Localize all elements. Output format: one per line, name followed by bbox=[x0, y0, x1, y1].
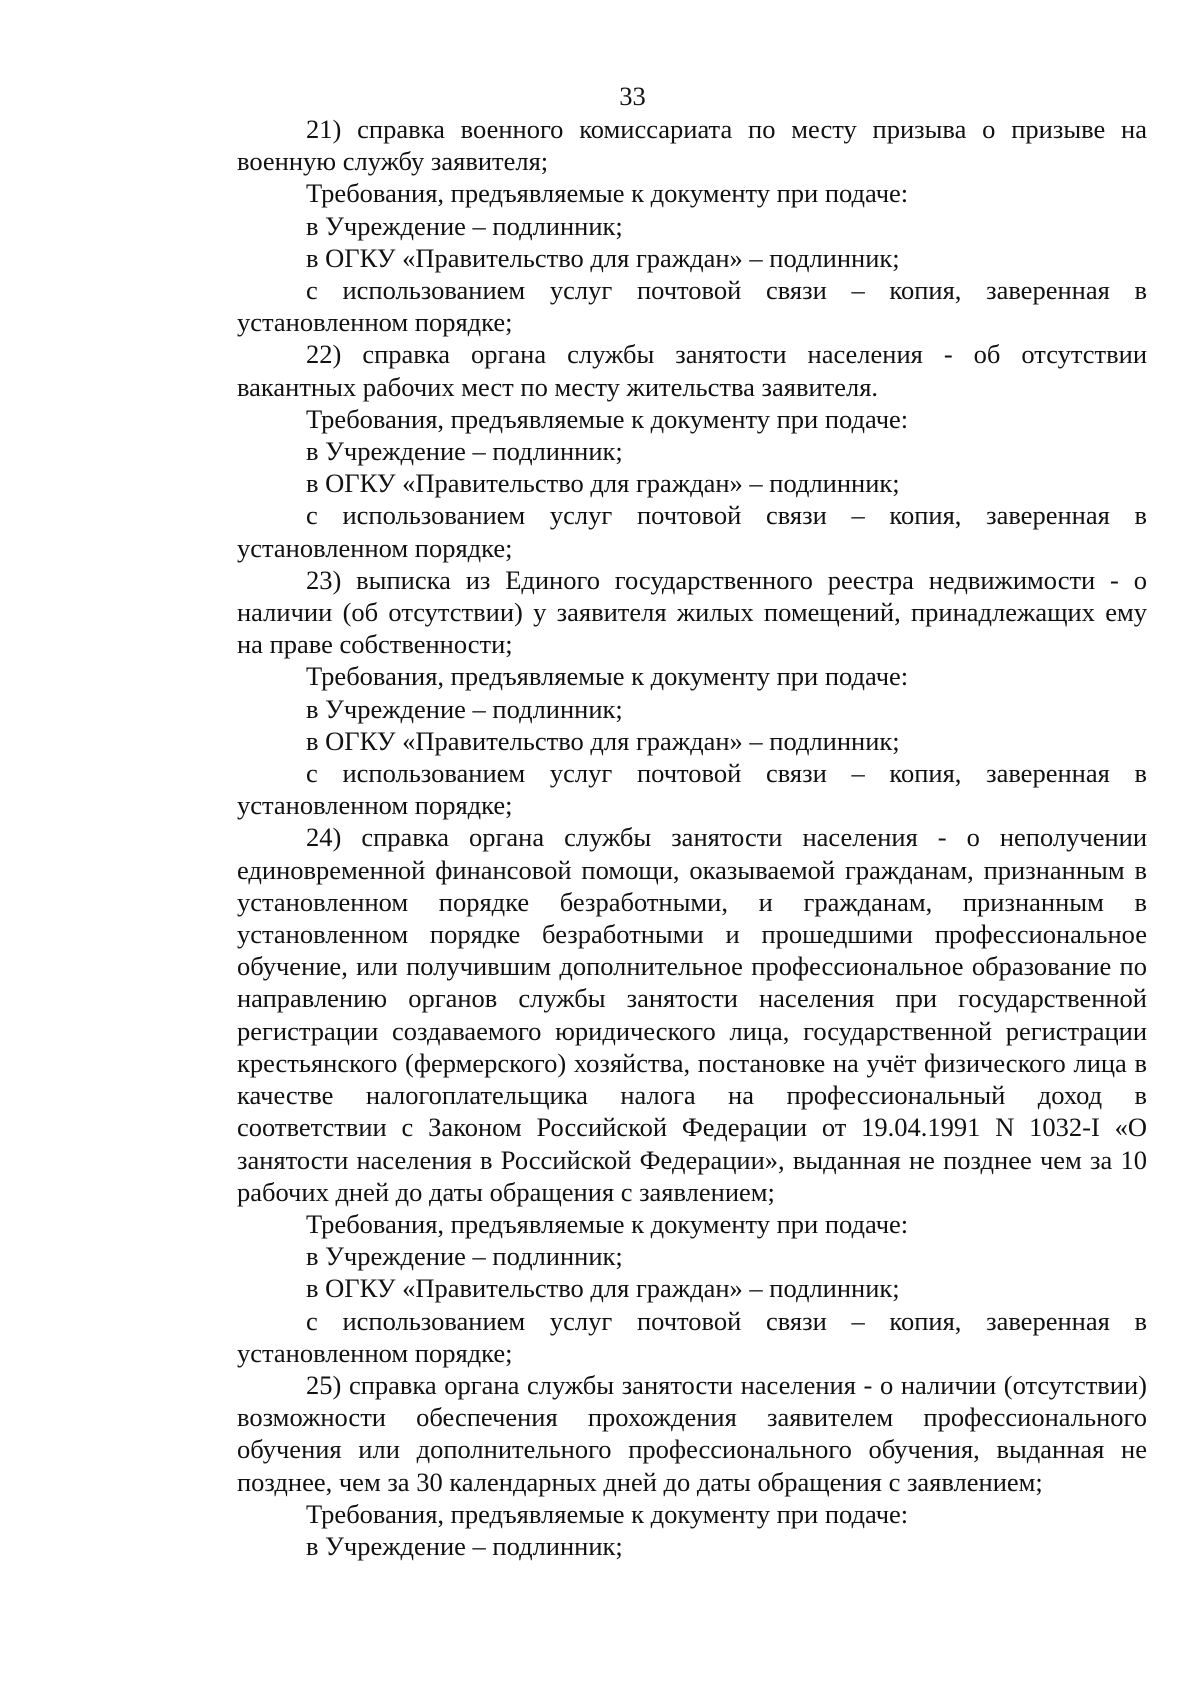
paragraph: с использованием услуг почтовой связи – копия, заверенная в установленном порядке; bbox=[237, 1305, 1147, 1368]
paragraph: Требования, предъявляемые к документу при подаче: bbox=[306, 661, 909, 692]
paragraph: с использованием услуг почтовой связи – копия, заверенная в установленном порядке; bbox=[237, 758, 1147, 821]
paragraph: в ОГКУ «Правительство для граждан» – подлинник; bbox=[306, 242, 900, 273]
paragraph: Требования, предъявляемые к документу при подаче: bbox=[306, 178, 909, 209]
paragraph: в Учреждение – подлинник; bbox=[306, 1530, 623, 1561]
paragraph: Требования, предъявляемые к документу при подаче: bbox=[306, 1498, 909, 1529]
paragraph: в ОГКУ «Правительство для граждан» – подлинник; bbox=[306, 1273, 900, 1304]
paragraph: Требования, предъявляемые к документу при подаче: bbox=[306, 403, 909, 434]
paragraph: 22) справка органа службы занятости населения - об отсутствии вакантных рабочих мест по месту жительства заявителя. bbox=[237, 339, 1147, 402]
paragraph: 24) справка органа службы занятости населения - о неполучении единовременной финансовой помощи, оказываемой гражданам, признанным в установленном порядке безработными, и гражданам, признанным в установленном порядке безработными и прошедшими профессиональное обучение, или получившим дополнительное профессиональное образование по направлению органов службы занятости населения при государственной регистрации создаваемого юридического лица, государственной регистрации крестьянского (фермерского) хозяйства, постановке на учёт физического лица в качестве налогоплательщика налога на профессиональный доход в соответствии с Законом Российской Федерации от 19.04.1991 N 1032-I «О занятости населения в Российской Федерации», выданная не позднее чем за 10 рабочих дней до даты обращения с заявлением; bbox=[237, 822, 1147, 1207]
paragraph: Требования, предъявляемые к документу при подаче: bbox=[306, 1208, 909, 1239]
paragraph: с использованием услуг почтовой связи – копия, заверенная в установленном порядке; bbox=[237, 275, 1147, 338]
paragraph: в ОГКУ «Правительство для граждан» – подлинник; bbox=[306, 725, 900, 756]
paragraph: в Учреждение – подлинник; bbox=[306, 210, 623, 241]
document-body bbox=[237, 113, 1147, 1562]
paragraph: в Учреждение – подлинник; bbox=[306, 693, 623, 724]
paragraph: 25) справка органа службы занятости населения - о наличии (отсутствии) возможности обеспечения прохождения заявителем профессионального обучения или дополнительного профессионального обучения, выданная не позднее, чем за 30 календарных дней до даты обращения с заявлением; bbox=[237, 1369, 1147, 1497]
paragraph: 23) выписка из Единого государственного реестра недвижимости - о наличии (об отсутствии) у заявителя жилых помещений, принадлежащих ему на праве собственности; bbox=[237, 564, 1147, 660]
paragraph: 21) справка военного комиссариата по месту призыва о призыве на военную службу заявителя; bbox=[237, 114, 1147, 177]
paragraph: в ОГКУ «Правительство для граждан» – подлинник; bbox=[306, 468, 900, 499]
page-number: 33 bbox=[619, 81, 646, 111]
paragraph: в Учреждение – подлинник; bbox=[306, 1241, 623, 1272]
paragraph: с использованием услуг почтовой связи – копия, заверенная в установленном порядке; bbox=[237, 500, 1147, 563]
paragraph: в Учреждение – подлинник; bbox=[306, 436, 623, 467]
